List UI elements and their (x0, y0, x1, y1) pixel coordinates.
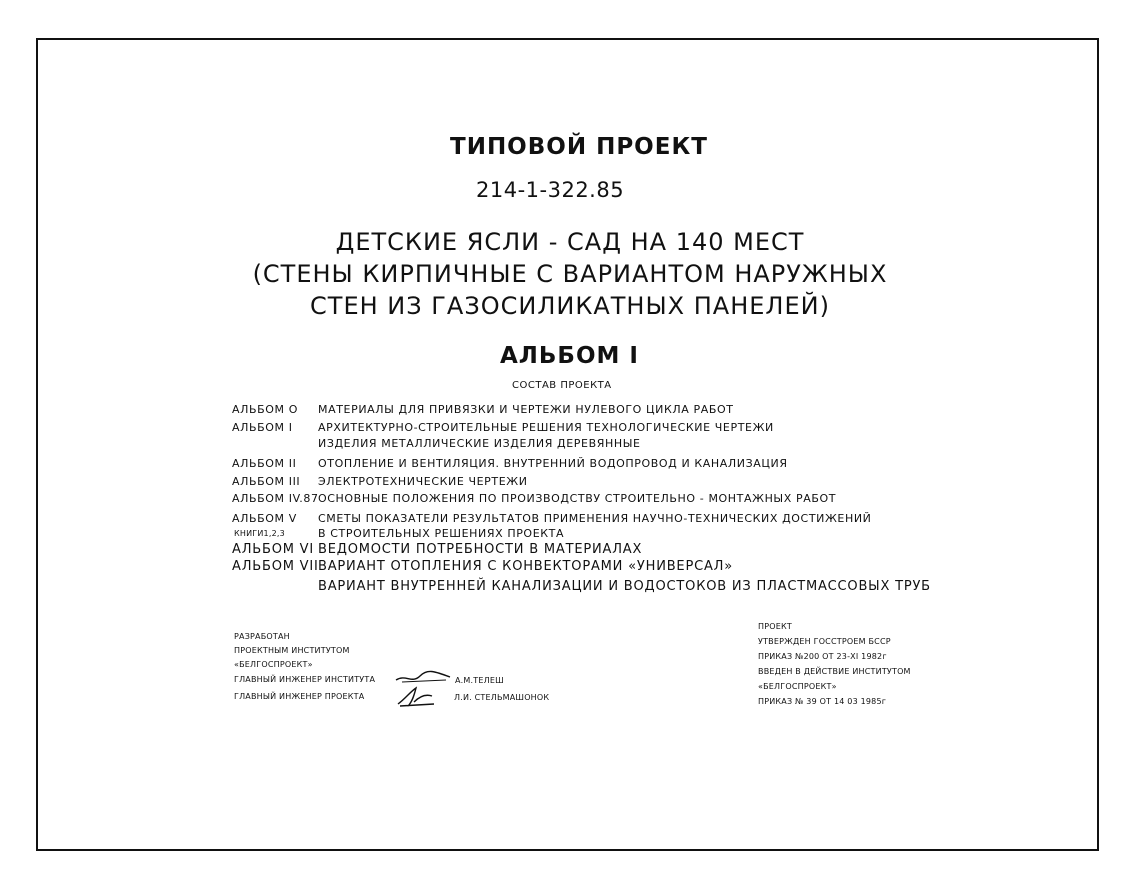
typical-project-heading: ТИПОВОЙ ПРОЕКТ (450, 134, 708, 160)
album-1-label: АЛЬБОМ I (232, 421, 293, 434)
album-name: АЛЬБОМ I (500, 343, 639, 369)
album-0-text: МАТЕРИАЛЫ ДЛЯ ПРИВЯЗКИ И ЧЕРТЕЖИ НУЛЕВОГО ЦИКЛА РАБОТ (318, 403, 734, 416)
contents-row-album-6 (232, 542, 642, 557)
title-line-1: ДЕТСКИЕ ЯСЛИ - САД НА 140 МЕСТ (335, 228, 805, 256)
contents-row-album-3 (232, 475, 528, 488)
chief-engineer-institute-label: ГЛАВНЫЙ ИНЖЕНЕР ИНСТИТУТА (234, 675, 376, 684)
album-5-text-line-2: В СТРОИТЕЛЬНЫХ РЕШЕНИЯХ ПРОЕКТА (318, 527, 565, 540)
title-line-3: СТЕН ИЗ ГАЗОСИЛИКАТНЫХ ПАНЕЛЕЙ) (310, 292, 830, 320)
developer-line-2: ПРОЕКТНЫМ ИНСТИТУТОМ (234, 646, 350, 655)
approval-line-1: ПРОЕКТ (758, 622, 792, 631)
album-3-text: ЭЛЕКТРОТЕХНИЧЕСКИЕ ЧЕРТЕЖИ (318, 475, 528, 488)
album-1-text-line-2: ИЗДЕЛИЯ МЕТАЛЛИЧЕСКИЕ ИЗДЕЛИЯ ДЕРЕВЯННЫЕ (318, 437, 641, 450)
approval-line-6: ПРИКАЗ № 39 ОТ 14 03 1985г (758, 697, 887, 706)
developer-line-3: «БЕЛГОСПРОЕКТ» (234, 660, 313, 669)
album-5-text: СМЕТЫ ПОКАЗАТЕЛИ РЕЗУЛЬТАТОВ ПРИМЕНЕНИЯ НАУЧНО-ТЕХНИЧЕСКИХ ДОСТИЖЕНИЙ (318, 512, 872, 525)
album-5-label: АЛЬБОМ V (232, 512, 297, 525)
album-6-label: АЛЬБОМ VI (232, 542, 315, 557)
contents-row-album-0 (232, 403, 734, 416)
album-2-text: ОТОПЛЕНИЕ И ВЕНТИЛЯЦИЯ. ВНУТРЕННИЙ ВОДОПРОВОД И КАНАЛИЗАЦИЯ (318, 457, 788, 470)
developer-line-1: РАЗРАБОТАН (234, 632, 290, 641)
album-0-label: АЛЬБОМ О (232, 403, 298, 416)
album-6-text: ВЕДОМОСТИ ПОТРЕБНОСТИ В МАТЕРИАЛАХ (318, 542, 643, 557)
contents-row-album-5 (232, 512, 872, 525)
title-line-2: (СТЕНЫ КИРПИЧНЫЕ С ВАРИАНТОМ НАРУЖНЫХ (252, 260, 888, 288)
approval-line-3: ПРИКАЗ №200 ОТ 23-XI 1982г (758, 652, 887, 661)
contents-row-album-7 (232, 559, 733, 574)
album-2-label: АЛЬБОМ II (232, 457, 297, 470)
album-1-text: АРХИТЕКТУРНО-СТРОИТЕЛЬНЫЕ РЕШЕНИЯ ТЕХНОЛОГИЧЕСКИЕ ЧЕРТЕЖИ (318, 421, 774, 434)
chief-engineer-institute-name: А.М.ТЕЛЕШ (455, 676, 504, 685)
contents-row-album-4 (232, 492, 836, 505)
album-5-books-label: КНИГИ1,2,3 (234, 529, 285, 538)
contents-row-album-1 (232, 421, 774, 434)
approval-line-4: ВВЕДЕН В ДЕЙСТВИЕ ИНСТИТУТОМ (758, 667, 911, 676)
album-7-text: ВАРИАНТ ОТОПЛЕНИЯ С КОНВЕКТОРАМИ «УНИВЕРСАЛ» (318, 559, 733, 574)
chief-engineer-project-name: Л.И. СТЕЛЬМАШОНОК (454, 693, 550, 702)
album-7-text-line-2: ВАРИАНТ ВНУТРЕННЕЙ КАНАЛИЗАЦИИ И ВОДОСТОКОВ ИЗ ПЛАСТМАССОВЫХ ТРУБ (318, 579, 931, 594)
album-4-text: ОСНОВНЫЕ ПОЛОЖЕНИЯ ПО ПРОИЗВОДСТВУ СТРОИТЕЛЬНО - МОНТАЖНЫХ РАБОТ (318, 492, 837, 505)
chief-engineer-project-label: ГЛАВНЫЙ ИНЖЕНЕР ПРОЕКТА (234, 692, 365, 701)
contents-row-album-2 (232, 457, 788, 470)
album-3-label: АЛЬБОМ III (232, 475, 301, 488)
album-7-label: АЛЬБОМ VII (232, 559, 319, 574)
album-4-label: АЛЬБОМ IV.87 (232, 492, 319, 505)
project-number: 214-1-322.85 (476, 178, 625, 202)
approval-line-2: УТВЕРЖДЕН ГОССТРОЕМ БССР (758, 637, 891, 646)
contents-header: СОСТАВ ПРОЕКТА (512, 380, 612, 391)
approval-line-5: «БЕЛГОСПРОЕКТ» (758, 682, 837, 691)
signature-stelmashonok (394, 684, 438, 710)
